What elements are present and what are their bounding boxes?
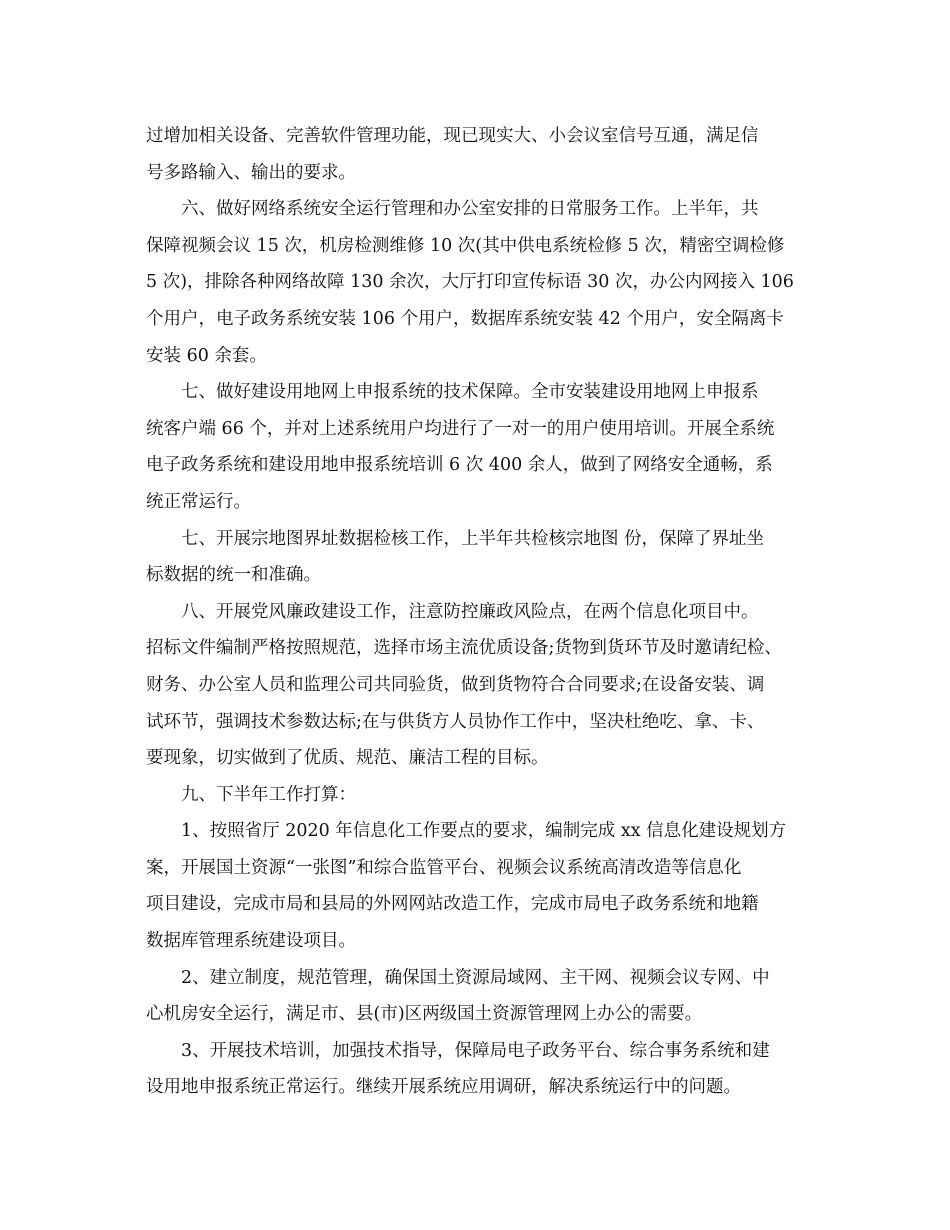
text-line: 1、按照省厅 2020 年信息化工作要点的要求，编制完成 xx 信息化建设规划方 <box>146 821 787 842</box>
text-line: 项目建设，完成市局和县局的外网网站改造工作，完成市局电子政务系统和地籍 <box>146 894 759 915</box>
text-line: 试环节，强调技术参数达标;在与供货方人员协作工作中，坚决杜绝吃、拿、卡、 <box>146 711 765 732</box>
text-line: 5 次)，排除各种网络故障 130 余次，大厅打印宣传标语 30 次，办公内网接入 106 <box>146 272 794 293</box>
text-line: 个用户，电子政务系统安装 106 个用户，数据库系统安装 42 个用户，安全隔离卡 <box>146 308 784 329</box>
text-line: 九、下半年工作打算： <box>146 784 356 805</box>
text-line: 号多路输入、输出的要求。 <box>146 162 356 183</box>
text-line: 安装 60 余套。 <box>146 345 267 366</box>
text-line: 招标文件编制严格按照规范，选择市场主流优质设备;货物到货环节及时邀请纪检、 <box>146 638 782 659</box>
text-line: 统正常运行。 <box>146 491 251 512</box>
document-body <box>146 118 806 1106</box>
text-line: 七、开展宗地图界址数据检核工作，上半年共检核宗地图 份，保障了界址坐 <box>146 528 765 549</box>
text-line: 案，开展国土资源“一张图”和综合监管平台、视频会议系统高清改造等信息化 <box>146 857 742 878</box>
text-line: 标数据的统一和准确。 <box>146 565 321 586</box>
text-line: 过增加相关设备、完善软件管理功能，现已现实大、小会议室信号互通，满足信 <box>146 126 759 146</box>
text-line: 保障视频会议 15 次，机房检测维修 10 次(其中供电系统检修 5 次，精密空调检修 <box>146 235 785 256</box>
text-line: 七、做好建设用地网上申报系统的技术保障。全市安装建设用地网上申报系 <box>146 382 759 403</box>
text-line: 要现象，切实做到了优质、规范、廉洁工程的目标。 <box>146 748 549 769</box>
text-line: 财务、办公室人员和监理公司共同验货，做到货物符合合同要求;在设备安装、调 <box>146 674 765 695</box>
text-line: 八、开展党风廉政建设工作，注意防控廉政风险点，在两个信息化项目中。 <box>146 601 759 622</box>
text-line: 电子政务系统和建设用地申报系统培训 6 次 400 余人，做到了网络安全通畅，系 <box>146 455 773 476</box>
text-line: 数据库管理系统建设项目。 <box>146 931 356 952</box>
text-line: 六、做好网络系统安全运行管理和办公室安排的日常服务工作。上半年，共 <box>146 199 759 220</box>
text-line: 设用地申报系统正常运行。继续开展系统应用调研，解决系统运行中的问题。 <box>146 1077 741 1098</box>
text-line: 心机房安全运行，满足市、县(市)区两级国土资源管理网上办公的需要。 <box>146 1004 703 1025</box>
text-line: 统客户端 66 个，并对上述系统用户均进行了一对一的用户使用培训。开展全系统 <box>146 418 775 439</box>
text-line: 3、开展技术培训，加强技术指导，保障局电子政务平台、综合事务系统和建 <box>146 1040 770 1061</box>
text-line: 2、建立制度，规范管理，确保国土资源局域网、主干网、视频会议专网、中 <box>146 967 770 988</box>
